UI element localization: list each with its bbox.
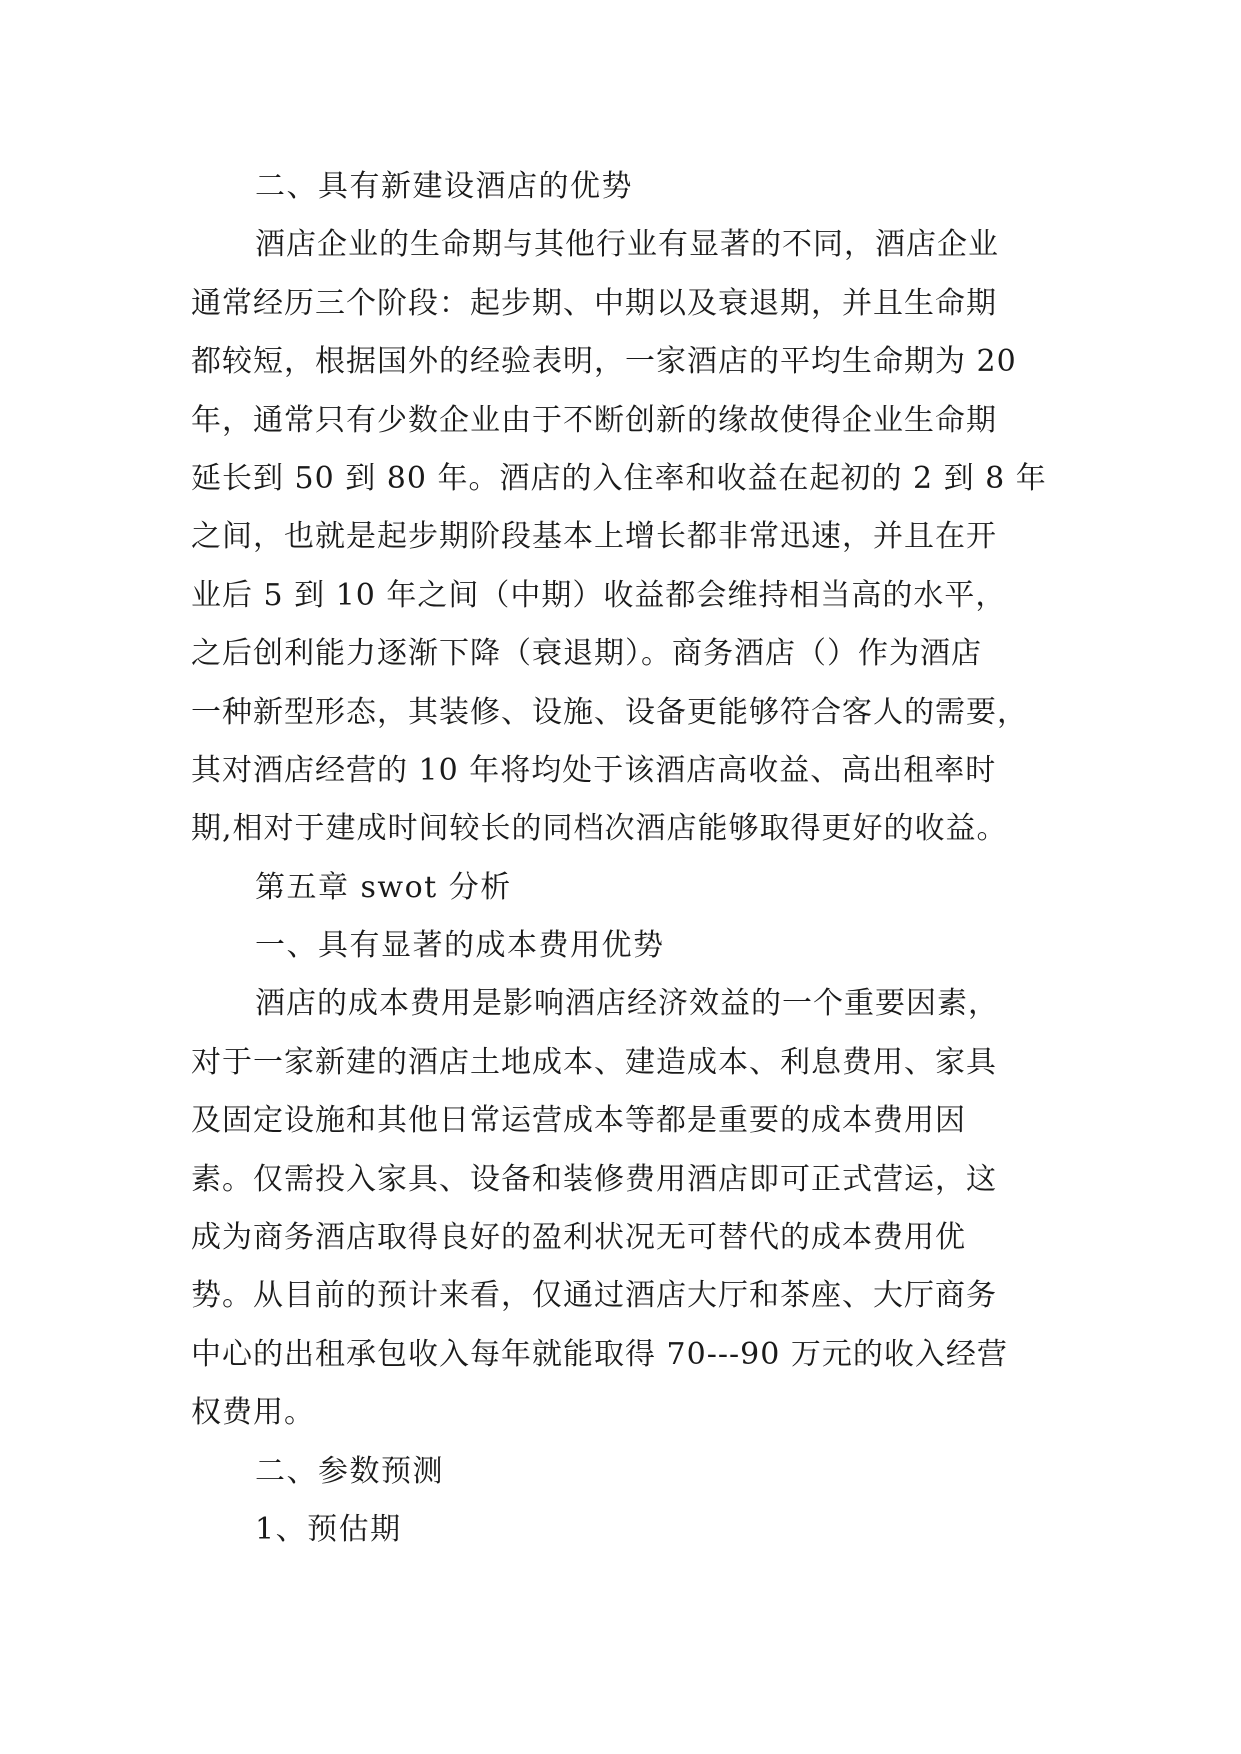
paragraph-line: 年，通常只有少数企业由于不断创新的缘故使得企业生命期 [191, 402, 997, 438]
paragraph-line: 及固定设施和其他日常运营成本等都是重要的成本费用因 [191, 1103, 966, 1139]
paragraph-line: 延长到 50 到 80 年。酒店的入住率和收益在起初的 2 到 8 年 [191, 460, 1047, 496]
paragraph-line: 酒店的成本费用是影响酒店经济效益的一个重要因素， [255, 986, 999, 1022]
paragraph-line: 业后 5 到 10 年之间（中期）收益都会维持相当高的水平， [191, 577, 1007, 613]
paragraph-line: 成为商务酒店取得良好的盈利状况无可替代的成本费用优 [191, 1220, 966, 1256]
paragraph-line: 一种新型形态，其装修、设施、设备更能够符合客人的需要， [191, 694, 1028, 730]
paragraph-line: 权费用。 [191, 1395, 315, 1431]
paragraph-line: 中心的出租承包收入每年就能取得 70---90 万元的收入经营 [191, 1336, 1008, 1372]
paragraph-line: 酒店企业的生命期与其他行业有显著的不同，酒店企业 [255, 227, 999, 263]
paragraph-line: 都较短，根据国外的经验表明，一家酒店的平均生命期为 20 [191, 344, 1017, 380]
section-heading: 第五章 swot 分析 [255, 869, 512, 905]
paragraph-line: 期,相对于建成时间较长的同档次酒店能够取得更好的收益。 [191, 811, 1008, 847]
paragraph-line: 之间，也就是起步期阶段基本上增长都非常迅速，并且在开 [191, 519, 997, 555]
paragraph-line: 素。仅需投入家具、设备和装修费用酒店即可正式营运，这 [191, 1161, 997, 1197]
paragraph-line: 对于一家新建的酒店土地成本、建造成本、利息费用、家具 [191, 1044, 997, 1080]
section-heading: 二、具有新建设酒店的优势 [255, 169, 633, 204]
paragraph-line: 其对酒店经营的 10 年将均处于该酒店高收益、高出租率时 [191, 752, 997, 788]
section-heading: 二、参数预测 [255, 1453, 444, 1489]
paragraph-line: 通常经历三个阶段：起步期、中期以及衰退期，并且生命期 [191, 285, 997, 321]
paragraph-line: 势。从目前的预计来看，仅通过酒店大厅和茶座、大厅商务 [191, 1278, 997, 1314]
paragraph-line: 之后创利能力逐渐下降（衰退期）。商务酒店（）作为酒店 [191, 636, 982, 672]
section-heading: 1、预估期 [255, 1511, 402, 1547]
document-body [191, 158, 1061, 1559]
section-heading: 一、具有显著的成本费用优势 [255, 928, 665, 964]
